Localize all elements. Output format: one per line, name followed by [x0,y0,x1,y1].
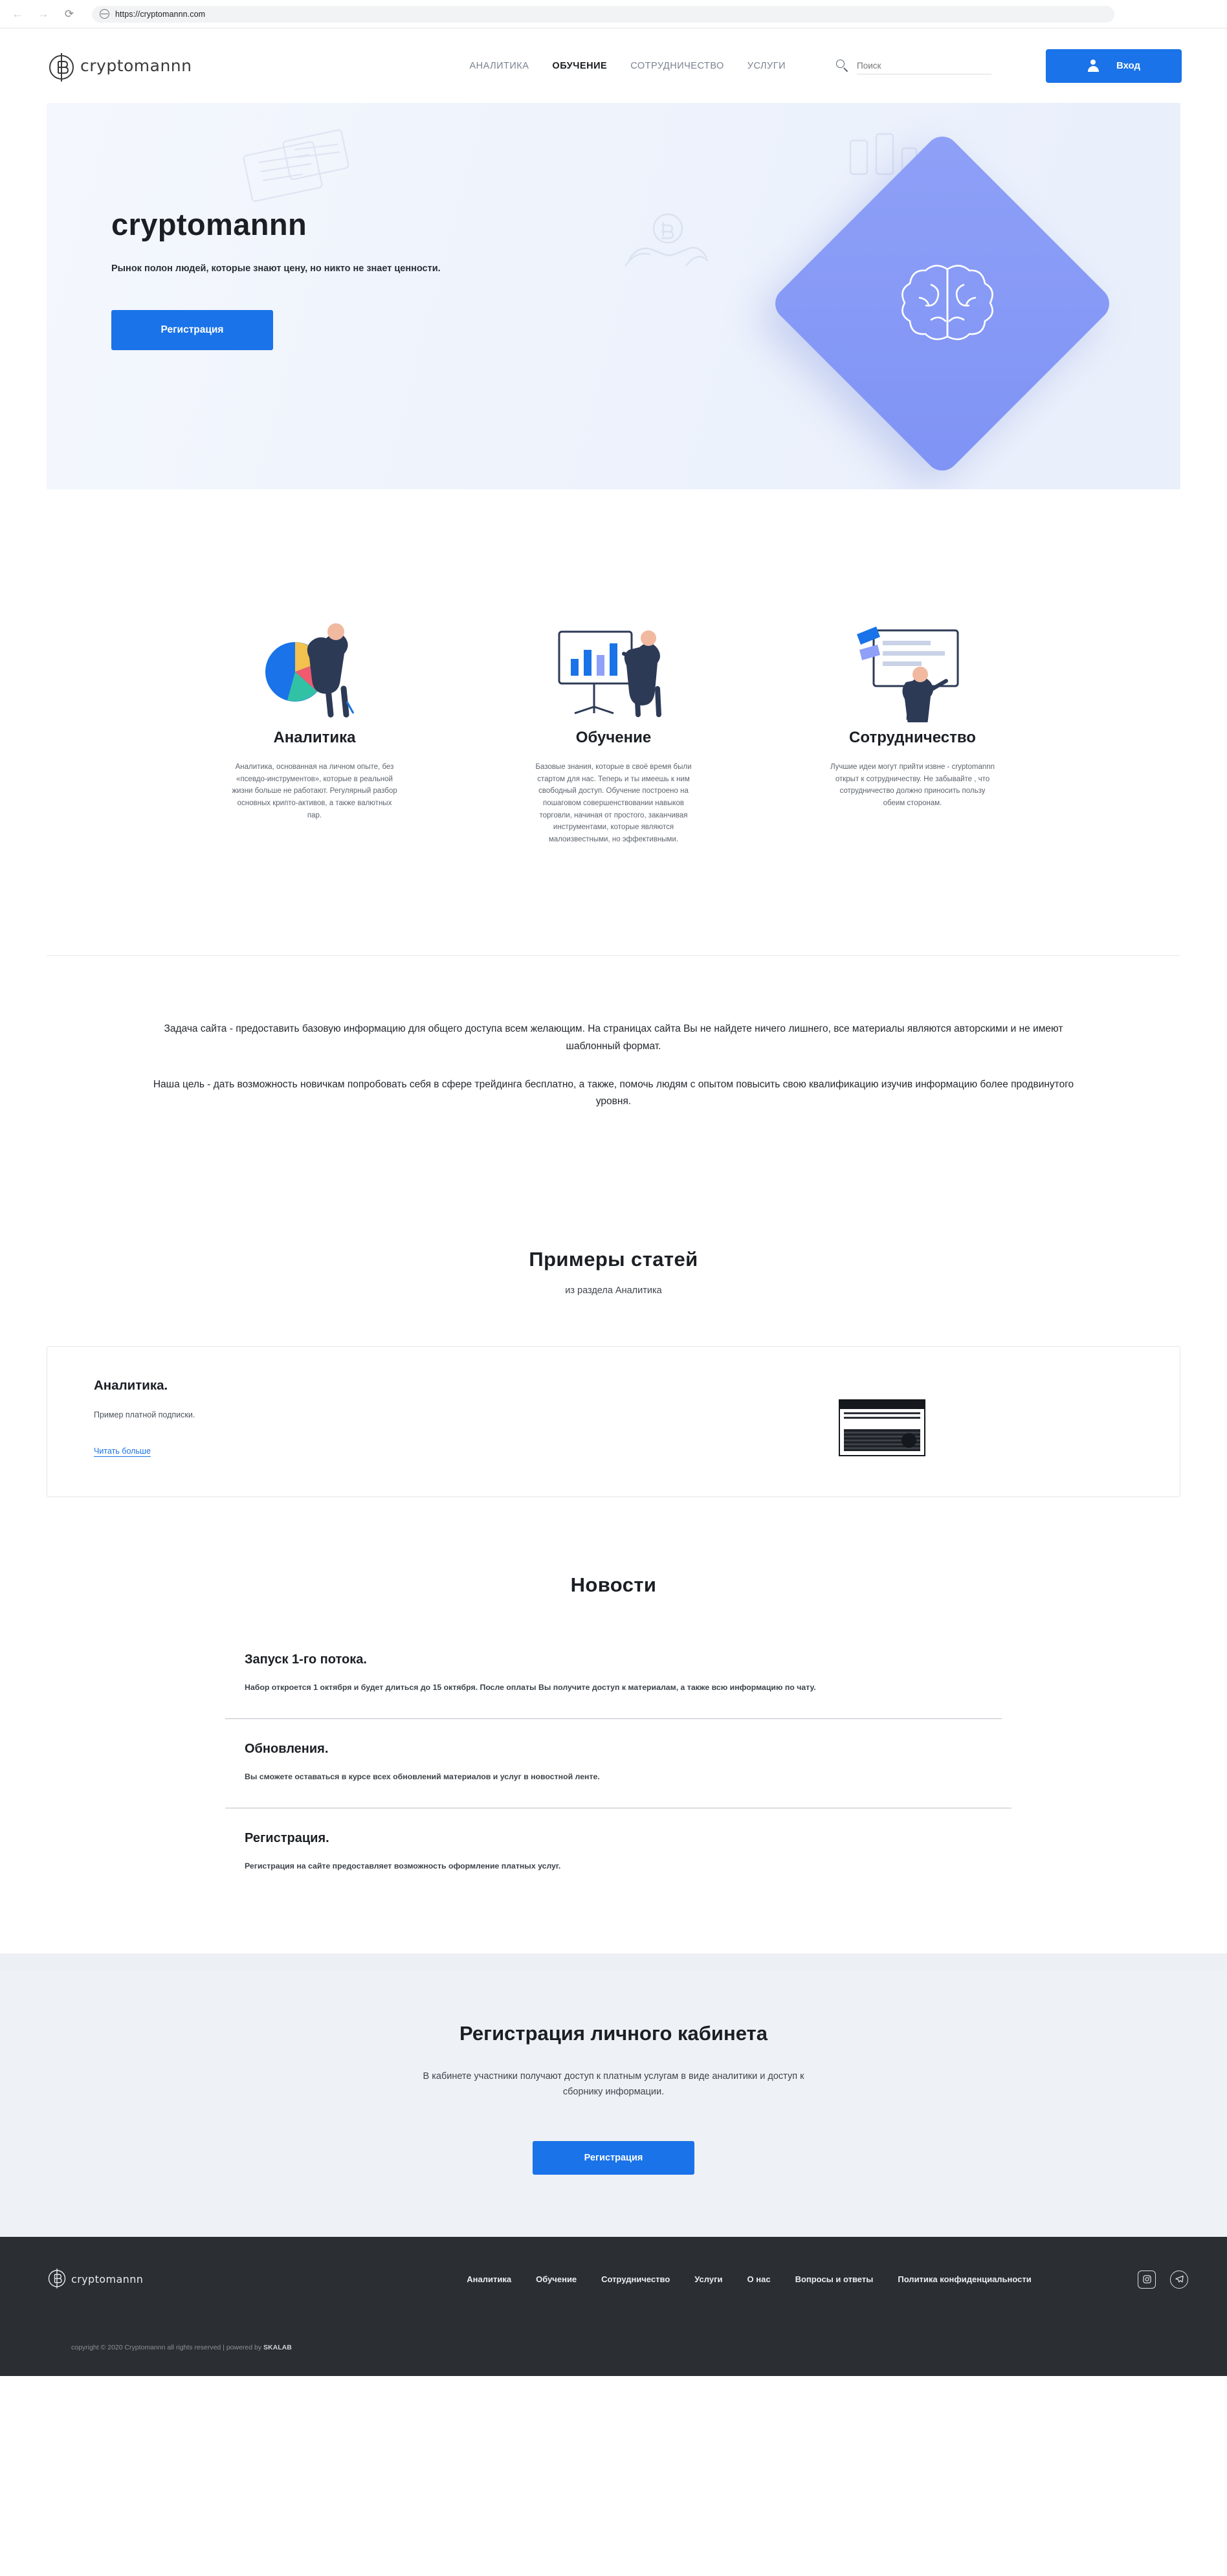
back-arrow-icon[interactable]: ← [12,7,23,20]
address-bar[interactable] [92,6,1114,23]
articles-subtitle: из раздела Аналитика [565,1285,662,1296]
news-item-text: Регистрация на сайте предоставляет возможность оформление платных услуг. [245,1861,561,1871]
footer-link-services[interactable]: Услуги [694,2274,723,2285]
footer-social [1138,2271,1188,2289]
registration-section [0,1970,1227,2237]
browser-toolbar [0,0,1227,28]
reload-icon[interactable]: ⟳ [64,7,74,20]
search-area [836,58,991,74]
footer-copyright-brand: SKALAB [263,2344,292,2352]
forward-arrow-icon[interactable]: → [38,7,49,20]
news-title: Новости [570,1573,657,1596]
footer-bitcoin-logo-icon [47,2265,67,2293]
news-item [225,1742,1002,1786]
instagram-icon[interactable] [1138,2271,1156,2289]
news-separator [225,1718,1002,1719]
news-item-title: Регистрация. [245,1830,329,1845]
news-section [0,1497,1227,1876]
footer-link-privacy[interactable]: Политика конфиденциальности [898,2274,1032,2285]
brain-icon [892,255,1002,352]
mission-paragraph-2: Наша цель - дать возможность новичкам попробовать себя в сфере трейдинга бесплатно, а также, помочь людям с опытом повысить свою квалификацию изучив информацию более продвинутого уровня. [153,1078,1074,1107]
site-logo[interactable] [47,49,192,83]
articles-section [0,1177,1227,1497]
article-title: Аналитика. [94,1378,168,1393]
footer-link-analytics[interactable]: Аналитика [467,2274,512,2285]
mission-section [0,956,1227,1177]
feature-analytics [188,606,441,845]
feature-education [487,606,740,845]
cooperation-illustration-icon [786,606,1039,729]
footer-link-faq[interactable]: Вопросы и ответы [795,2274,874,2285]
feature-text: Базовые знания, которые в своё время были стартом для нас. Теперь и ты имеешь к ним свободный доступ. Обучение построено на пошаговом совершенствовании навыков торговли, начиная от простого, заканчивая инструментами, которые являются малоизвестными, но эффективными. [535,763,692,843]
footer-copyright [71,2344,292,2351]
site-footer [0,2237,1227,2376]
hero-register-button[interactable]: Регистрация [111,310,273,350]
feature-title: Обучение [575,729,652,746]
feature-cooperation [786,606,1039,845]
hero-content [47,103,1180,350]
search-input[interactable] [857,58,991,74]
education-illustration-icon [487,606,740,729]
news-list [225,1652,1002,1876]
registration-button[interactable]: Регистрация [533,2141,694,2175]
nav-item-cooperation[interactable]: СОТРУДНИЧЕСТВО [630,60,724,71]
footer-copyright-text: copyright © 2020 Cryptomannn all rights reserved | powered by [71,2344,264,2352]
article-read-more-link[interactable]: Читать больше [94,1447,151,1456]
hero-banner [47,103,1180,489]
news-item-text: Вы сможете оставаться в курсе всех обновлений материалов и услуг в новостной ленте. [245,1771,600,1781]
article-thumbnail-icon [839,1399,925,1456]
login-button[interactable] [1046,49,1182,83]
news-item-title: Запуск 1-го потока. [245,1652,367,1667]
news-item [225,1652,1002,1697]
analytics-illustration-icon [188,606,441,729]
main-nav [469,49,1182,83]
footer-link-cooperation[interactable]: Сотрудничество [601,2274,670,2285]
user-icon [1087,60,1100,72]
login-button-label: Вход [1116,60,1141,71]
registration-text: В кабинете участники получают доступ к платным услугам в виде аналитики и доступ к сборнику информации. [423,2071,804,2098]
search-icon[interactable] [836,60,849,72]
page-root [0,28,1227,2376]
feature-text: Аналитика, основанная на личном опыте, без «псевдо-инструментов», которые в реальной жизни больше не работают. Регулярный разбор основных крипто-активов, а также валютных пар. [232,763,397,819]
nav-item-services[interactable]: УСЛУГИ [747,60,786,71]
nav-item-analytics[interactable]: АНАЛИТИКА [469,60,529,71]
feature-title: Аналитика [273,729,356,746]
news-item-text: Набор откроется 1 октября и будет длиться до 15 октября. После оплаты Вы получите доступ к материалам, а также всю информацию по чату. [245,1683,816,1692]
features-section [0,489,1227,884]
registration-title: Регистрация личного кабинета [459,2021,768,2045]
mission-paragraph-1: Задача сайта - предоставить базовую информацию для общего доступа всем желающим. На страницах сайта Вы не найдете ничего лишнего, все материалы являются авторскими и не имеют шаблонный формат. [164,1023,1063,1052]
news-item [225,1831,1002,1876]
footer-nav [467,2274,1031,2284]
hero-title: cryptomannn [111,207,307,241]
site-header [0,28,1227,103]
url-text: https://cryptomannn.com [115,9,206,19]
news-item-title: Обновления. [245,1741,329,1756]
footer-link-about[interactable]: О нас [747,2274,771,2285]
page-info-icon [100,9,109,19]
logo-text: cryptomannn [80,56,192,75]
telegram-icon[interactable] [1170,2271,1188,2289]
footer-link-education[interactable]: Обучение [536,2274,577,2285]
section-band [0,1953,1227,1970]
articles-title: Примеры статей [529,1248,698,1271]
nav-item-education[interactable]: ОБУЧЕНИЕ [552,60,608,71]
feature-title: Сотрудничество [849,729,976,746]
bitcoin-logo-icon [47,49,76,83]
footer-logo[interactable] [47,2265,143,2293]
article-description: Пример платной подписки. [94,1410,195,1419]
feature-text: Лучшие идеи могут прийти извне - cryptomannn открыт к сотрудничеству. Не забывайте , что сотрудничество должно приносить пользу обеим сторонам. [830,763,995,807]
footer-logo-text: cryptomannn [71,2273,144,2286]
article-card[interactable] [47,1346,1180,1497]
hero-subtitle: Рынок полон людей, которые знают цену, но никто не знает ценности. [111,263,441,274]
